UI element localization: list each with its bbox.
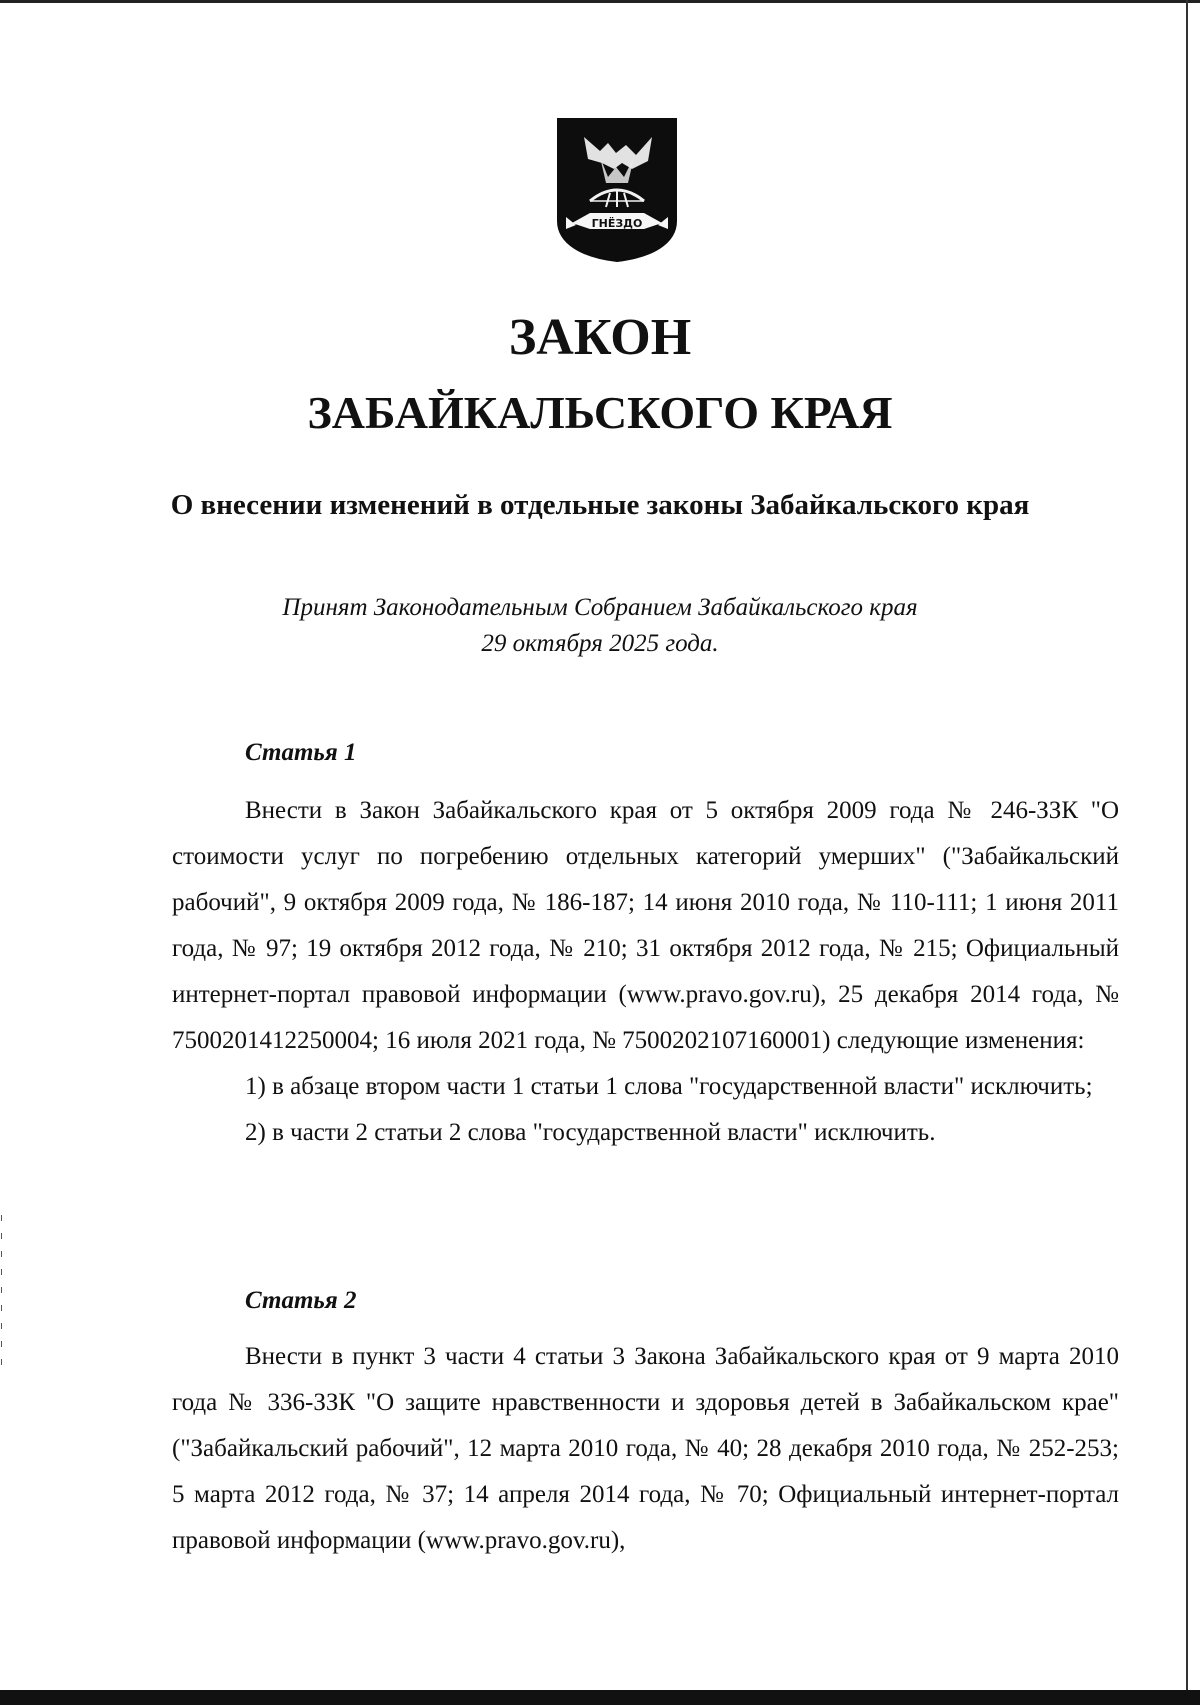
article-2-body [172,1334,1119,1564]
scan-top-border [0,0,1200,3]
adoption-body: Принят Законодательным Собранием Забайкальского края [282,594,918,621]
document-type-title: ЗАКОН [508,309,692,366]
emblem-lettering: ГНЁЗДО [591,217,643,230]
article-1-heading: Статья 1 [245,739,357,766]
scan-left-marks [1,1215,2,1375]
article-1-item-1: 1) в абзаце втором части 1 статьи 1 слова "государственной власти" исключить; [245,1073,1093,1100]
article-2-paragraph: Внести в пункт 3 части 4 статьи 3 Закона Забайкальского края от 9 марта 2010 года № 336-ЗЗК "О защите нравственности и здоровья детей в Забайкальском крае" ("Забайкальский рабочий", 12 марта 2010 года, № 40; 28 декабря 2010 года, № 252-253; 5 марта 2012 года, № 37; 14 апреля 2014 года, № 70; Официальный интернет-портал правовой информации (www.pravo.gov.ru), [172,1343,1119,1554]
article-1-body [172,788,1119,1156]
coat-of-arms-icon [556,117,678,263]
article-1-item-2: 2) в части 2 статьи 2 слова "государственной власти" исключить. [245,1119,936,1146]
article-1-paragraph: Внести в Закон Забайкальского края от 5 октября 2009 года № 246-ЗЗК "О стоимости услуг по погребению отдельных категорий умерших" ("Забайкальский рабочий", 9 октября 2009 года, № 186-187; 14 июня 2010 года, № 110-111; 1 июня 2011 года, № 97; 19 октября 2012 года, № 210; 31 октября 2012 года, № 215; Официальный интернет-портал правовой информации (www.pravo.gov.ru), 25 декабря 2014 года, № 7500201412250004; 16 июля 2021 года, № 7500202107160001) следующие изменения: [172,797,1119,1054]
scan-right-border [1186,0,1188,1705]
adoption-note [0,590,1200,662]
region-title: ЗАБАЙКАЛЬСКОГО КРАЯ [307,387,893,438]
article-2-heading: Статья 2 [245,1287,357,1314]
scan-bottom-border [0,1690,1200,1705]
law-subject: О внесении изменений в отдельные законы Забайкальского края [170,489,1030,521]
adoption-date: 29 октября 2025 года. [481,630,719,657]
